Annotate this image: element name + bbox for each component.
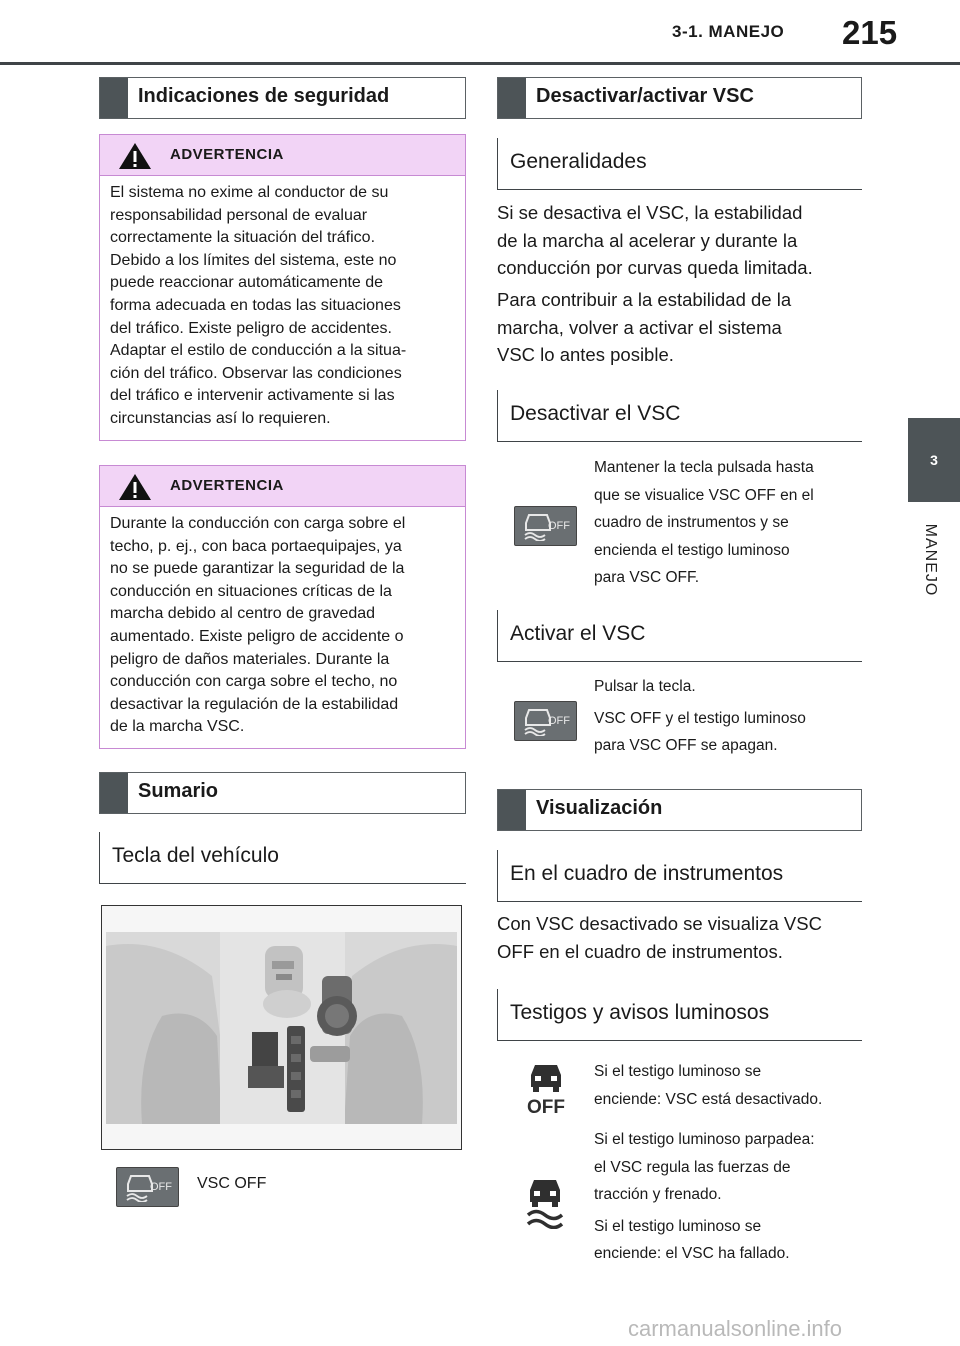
center-console-illustration <box>101 905 462 1150</box>
warning-text <box>110 513 455 739</box>
text-line: Si el testigo luminoso se <box>594 1217 762 1235</box>
deactivate-text <box>594 454 864 592</box>
text-line: de la marcha al acelerar y durante la <box>497 229 798 251</box>
text-line: Si el testigo luminoso se <box>594 1063 762 1080</box>
cluster-heading <box>497 850 862 902</box>
text-line: cuadro de instrumentos y se <box>594 514 789 531</box>
vehicle-key-heading-text: Tecla del vehículo <box>112 844 279 867</box>
general-paragraph <box>497 199 862 282</box>
heading-bar <box>100 773 128 813</box>
text-line: Con VSC desactivado se visualiza VSC <box>497 913 822 934</box>
text-line: que se visualice VSC OFF en el <box>594 486 814 504</box>
text-line: conducción con carga sobre el techo, no <box>110 673 398 691</box>
text-line: forma adecuada en todas las situaciones <box>110 296 401 314</box>
text-line: El sistema no exime al conductor de su <box>110 184 389 201</box>
text-line: VSC lo antes posible. <box>497 344 674 365</box>
heading-bar <box>100 78 128 118</box>
text-line: no se puede garantizar la seguridad de la <box>110 560 405 578</box>
light1-text <box>594 1058 884 1113</box>
vsc-off-button-icon <box>514 506 577 546</box>
page-number: 215 <box>842 14 898 51</box>
text-line: marcha debido al centro de gravedad <box>110 605 376 623</box>
text-line: enciende: el VSC ha fallado. <box>594 1245 790 1262</box>
lights-heading-text: Testigos y avisos luminosos <box>510 1001 770 1024</box>
text-line: correctamente la situación del tráfico. <box>110 229 376 247</box>
vsc-off-warning-light-icon <box>526 1062 566 1116</box>
text-line: aumentado. Existe peligro de accidente o <box>110 627 404 645</box>
heading-bar <box>498 78 526 118</box>
text-line: del tráfico. Existe peligro de accidentes. <box>110 319 392 337</box>
text-line: peligro de daños materiales. Durante la <box>110 650 390 668</box>
text-line: techo, p. ej., con baca portaequipajes, ya <box>110 537 402 555</box>
section-title: 3-1. MANEJO <box>672 22 785 41</box>
warning-label: ADVERTENCIA <box>170 477 284 494</box>
vsc-heading-text: Desactivar/activar VSC <box>536 85 754 107</box>
cluster-text <box>497 910 862 965</box>
vsc-heading <box>497 77 862 119</box>
activate-text <box>594 673 864 760</box>
warning-header <box>100 466 465 507</box>
text-line: OFF en el cuadro de instrumentos. <box>497 940 783 962</box>
display-heading-text: Visualización <box>536 797 663 819</box>
heading-bar <box>498 790 526 830</box>
general-heading-text: Generalidades <box>510 150 647 173</box>
text-line: circunstancias así lo requieren. <box>110 409 331 427</box>
general-paragraph <box>497 286 862 369</box>
text-line: Pulsar la tecla. <box>594 678 696 695</box>
text-line: para VSC OFF. <box>594 569 700 586</box>
text-line: puede reaccionar automáticamente de <box>110 274 384 292</box>
text-line: Si se desactiva el VSC, la estabilidad <box>497 202 803 223</box>
text-line: Adaptar el estilo de conducción a la situa- <box>110 342 407 360</box>
warning-box <box>99 134 466 441</box>
warning-box <box>99 465 466 749</box>
lights-heading <box>497 989 862 1041</box>
light2-text <box>594 1126 884 1268</box>
warning-text <box>110 182 455 431</box>
vsc-warning-light-icon <box>524 1177 566 1229</box>
text-line: Durante la conducción con carga sobre el <box>110 515 406 532</box>
text-line: enciende: VSC está desactivado. <box>594 1090 823 1108</box>
warning-triangle-icon <box>118 473 152 501</box>
activate-heading <box>497 610 862 662</box>
watermark: carmanualsonline.info <box>628 1316 843 1341</box>
warning-header <box>100 135 465 176</box>
safety-heading-text: Indicaciones de seguridad <box>138 85 390 107</box>
text-line: marcha, volver a activar el sistema <box>497 316 782 338</box>
vsc-off-button-icon <box>514 701 577 741</box>
chapter-tab[interactable]: 3 <box>908 418 960 502</box>
text-line: conducción por curvas queda limitada. <box>497 257 813 278</box>
text-line: conducción en situaciones críticas de la <box>110 582 392 600</box>
deactivate-heading <box>497 390 862 442</box>
text-line: Mantener la tecla pulsada hasta <box>594 459 814 476</box>
chapter-label-text: MANEJO <box>922 523 939 597</box>
summary-heading <box>99 772 466 814</box>
warning-triangle-icon <box>118 142 152 170</box>
deactivate-heading-text: Desactivar el VSC <box>510 402 681 425</box>
text-line: de la marcha VSC. <box>110 718 245 736</box>
text-line: desactivar la regulación de la estabilidad <box>110 695 399 713</box>
text-line: tracción y frenado. <box>594 1186 722 1203</box>
display-heading <box>497 789 862 831</box>
text-line: el VSC regula las fuerzas de <box>594 1158 791 1176</box>
summary-heading-text: Sumario <box>138 780 219 802</box>
text-line: Para contribuir a la estabilidad de la <box>497 289 792 310</box>
warning-label: ADVERTENCIA <box>170 146 284 163</box>
text-line: encienda el testigo luminoso <box>594 541 790 559</box>
chapter-label <box>900 520 960 600</box>
vehicle-key-heading <box>99 832 466 884</box>
general-heading <box>497 138 862 190</box>
header-rule <box>0 62 960 65</box>
text-line: para VSC OFF se apagan. <box>594 737 778 754</box>
off-text: OFF <box>548 715 570 727</box>
off-text: OFF <box>548 520 570 532</box>
safety-heading <box>99 77 466 119</box>
off-text: OFF <box>527 1097 565 1116</box>
text-line: VSC OFF y el testigo luminoso <box>594 709 806 727</box>
vsc-off-button-icon <box>116 1167 179 1207</box>
text-line: Si el testigo luminoso parpadea: <box>594 1131 815 1148</box>
cluster-heading-text: En el cuadro de instrumentos <box>510 862 784 885</box>
text-line: ción del tráfico. Observar las condiciones <box>110 364 402 382</box>
activate-heading-text: Activar el VSC <box>510 622 646 645</box>
text-line: Debido a los límites del sistema, este no <box>110 251 397 269</box>
vsc-off-label: VSC OFF <box>197 1175 267 1192</box>
text-line: del tráfico e intervenir activamente si las <box>110 387 395 405</box>
text-line: responsabilidad personal de evaluar <box>110 206 368 224</box>
off-text: OFF <box>150 1181 172 1193</box>
